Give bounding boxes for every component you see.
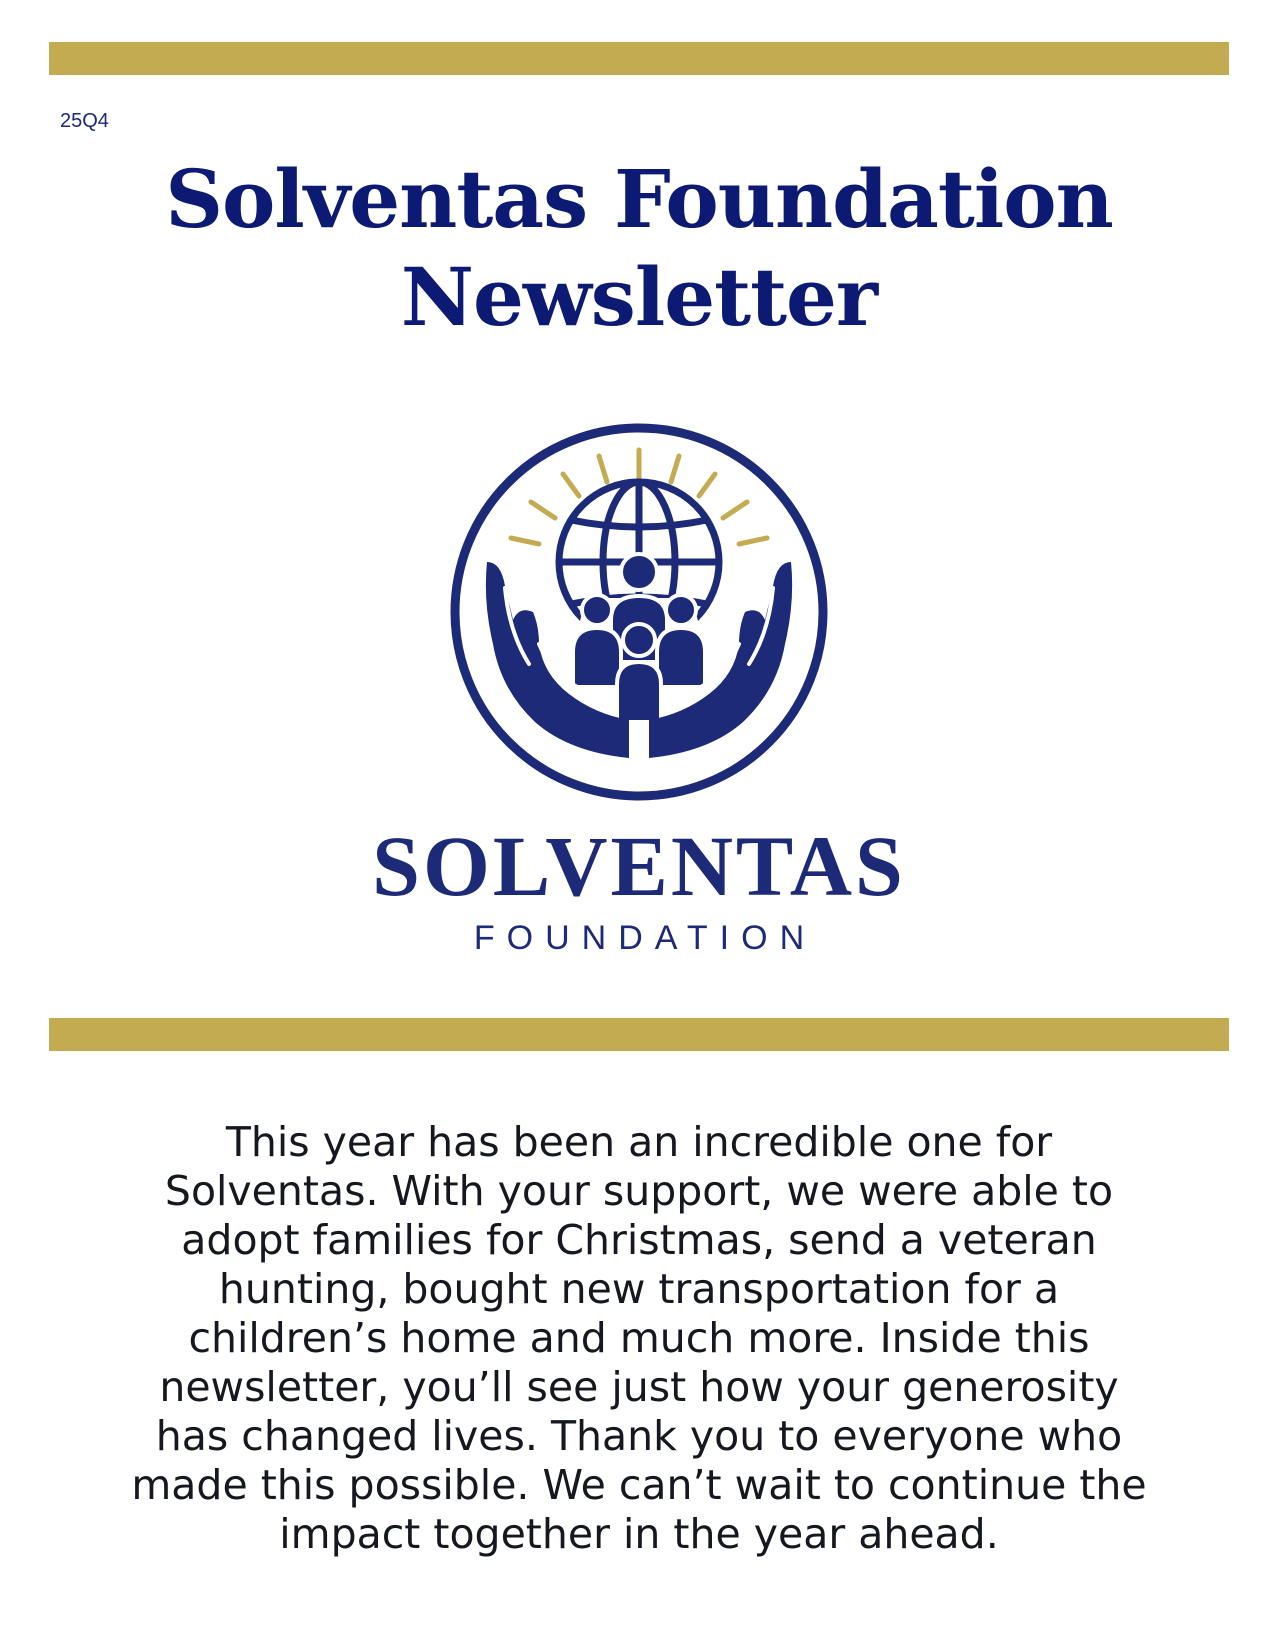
logo-wordmark: SOLVENTAS: [372, 818, 906, 914]
title-line-1: Solventas Foundation: [165, 152, 1113, 246]
middle-gold-divider: [49, 1018, 1229, 1051]
logo-subword: FOUNDATION: [473, 919, 817, 957]
title-line-2: Newsletter: [400, 250, 878, 344]
globe-hands-family-icon: [439, 412, 839, 812]
issue-label: 25Q4: [60, 110, 109, 132]
top-gold-divider: [49, 42, 1229, 75]
intro-message: This year has been an incredible one for Solventas. With your support, we were able to adopt families for Christmas, send a veteran hunting, bought new transportation for a children’s home and much more. Inside this newsletter, you’ll see just how your generosity has changed lives. Thank you to everyone who made this possible. We can’t wait to continue the impact together in the year ahead.: [131, 1118, 1147, 1558]
newsletter-title: [0, 150, 1278, 346]
